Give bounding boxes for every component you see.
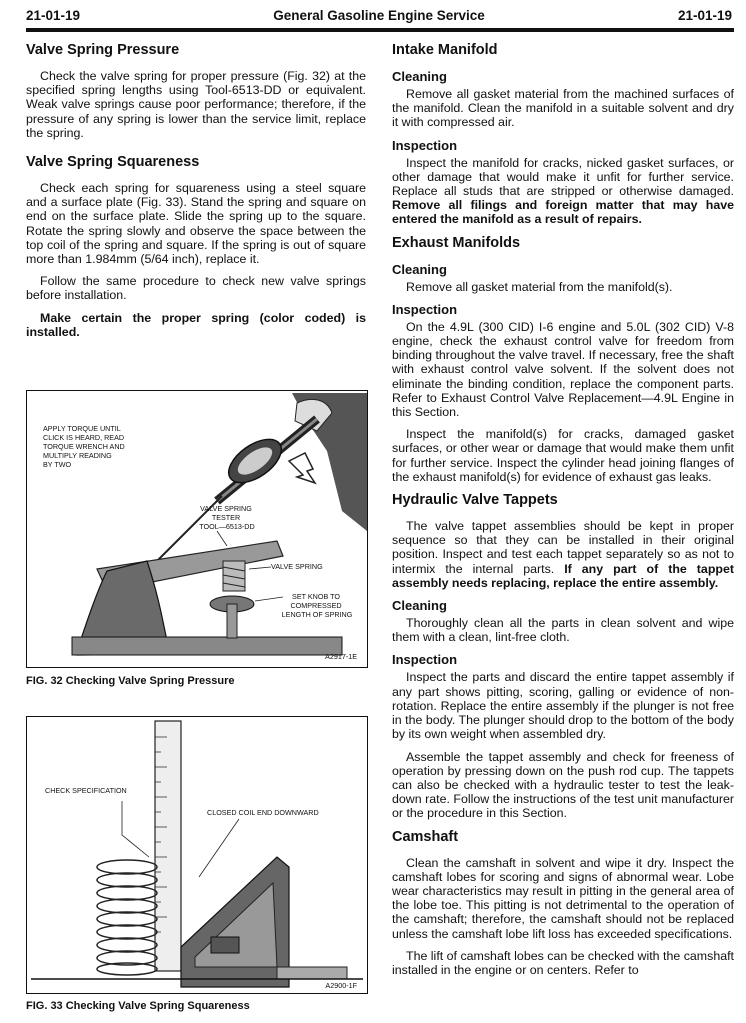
- paragraph: Inspect the parts and discard the entire tappet assembly if any part shows pitting, scoring, galling or evidence of non-rotation. Replace the entire assembly if the plunger is not free in the body. The plunger should drop to the bottom of the body by its own weight when assembled dry.: [392, 670, 734, 742]
- paragraph: Inspect the manifold for cracks, nicked gasket surfaces, or other damage that would make it unfit for further service. Replace all studs that are stripped or otherwise damaged. Remove all filings and foreign matter that may have entered the manifold as a result of repairs.: [392, 155, 734, 227]
- figure-33: [26, 716, 368, 994]
- subsection-title: Cleaning: [392, 261, 447, 277]
- label-check-specification: CHECK SPECIFICATION: [45, 786, 127, 795]
- bold-text: If any part of the tappet assembly needs replacing, replace the entire assembly.: [392, 561, 734, 590]
- paragraph: Remove all gasket material from the machined surfaces of the manifold. Clean the manifold in a suitable solvent and dry it with compressed air.: [392, 87, 734, 130]
- subsection-title: Inspection: [392, 301, 458, 317]
- label-set-knob: SET KNOB TO COMPRESSED LENGTH OF SPRING: [281, 592, 353, 619]
- paragraph: Remove all gasket material from the manifold(s).: [406, 279, 673, 294]
- label-valve-spring: VALVE SPRING: [271, 562, 323, 571]
- paragraph: The valve tappet assemblies should be kept in proper sequence so that they can be installed in their original position. Inspect and test each tappet separately so as not to intermix the internal parts. If any part of the tappet assembly needs replacing, replace the entire assembly.: [392, 519, 734, 590]
- label-tester: VALVE SPRING TESTER TOOL—6513-DD: [199, 504, 255, 531]
- label-apply-torque: APPLY TORQUE UNTIL CLICK IS HEARD, READ TORQUE WRENCH AND MULTIPLY READING BY TWO: [43, 424, 125, 469]
- figure-33-caption: FIG. 33 Checking Valve Spring Squareness: [26, 1000, 250, 1012]
- bold-text: Remove all filings and foreign matter that may have entered the manifold as a result of repairs.: [392, 198, 734, 227]
- page-number-right: 21-01-19: [677, 8, 732, 23]
- paragraph: Thoroughly clean all the parts in clean solvent and wipe them with a clean, lint-free cloth.: [392, 616, 734, 645]
- subsection-title: Cleaning: [392, 69, 447, 84]
- paragraph: Check each spring for squareness using a steel square and a surface plate (Fig. 33). Stand the spring and square on end on the surface plate. Slide the spring up to the square. Rotate the spring slowly and observe the space between the top coil of the spring and square. If the spring is out of square more than 1.984mm (5/64 inch), replace it.: [26, 181, 366, 267]
- note-paragraph: Make certain the proper spring (color coded) is installed.: [26, 310, 366, 339]
- page-number-left: 21-01-19: [26, 8, 81, 23]
- figure-code: A2900-1F: [325, 981, 357, 990]
- section-title-valve-spring-squareness: Valve Spring Squareness: [26, 154, 200, 171]
- subsection-title: Cleaning: [392, 598, 447, 614]
- paragraph: The lift of camshaft lobes can be checked with the camshaft installed in the engine or on centers. Refer to: [392, 948, 734, 977]
- section-title-intake-manifold: Intake Manifold: [392, 42, 498, 58]
- page-header-title: General Gasoline Engine Service: [273, 8, 485, 23]
- section-title-hydraulic-valve-tappets: Hydraulic Valve Tappets: [392, 492, 558, 509]
- valve-spring-illustration: [223, 561, 245, 591]
- arrow-down-icon: [289, 453, 315, 483]
- paragraph: Assemble the tappet assembly and check for freeness of operation by pressing down on the push rod cup. The tappets can also be checked with a hydraulic tester to test the leak-down rate. Follow the instructions of the test unit manufacturer or the procedure in this Section.: [392, 749, 734, 821]
- paragraph: Inspect the manifold(s) for cracks, damaged gasket surfaces, or other wear or damage that would make them unfit for further service. Inspect the cylinder head joining flanges of the exhaust manifold(s) for evidence of exhaust gas leaks.: [392, 427, 734, 484]
- figure-33-illustration: [27, 717, 367, 993]
- figure-code: A2917-1E: [325, 652, 357, 661]
- figure-32-caption: FIG. 32 Checking Valve Spring Pressure: [26, 675, 235, 687]
- label-closed-coil: CLOSED COIL END DOWNWARD: [207, 808, 319, 817]
- paragraph: On the 4.9L (300 CID) I-6 engine and 5.0L (302 CID) V-8 engine, check the exhaust control valve for freedom from binding throughout the valve travel. If necessary, free the shaft with exhaust control valve solvent. If the solvent does not eliminate the binding condition, replace the component parts. Refer to Exhaust Control Valve Replacement—4.9L Engine in this Section.: [392, 319, 734, 420]
- paragraph: Clean the camshaft in solvent and wipe it dry. Inspect the camshaft lobes for scoring and signs of abnormal wear. Lobe wear characteristics may result in pitting in the general area of the lobe toe. This pitting is not detrimental to the operation of the camshaft; therefore, the camshaft should not be replaced unless the camshaft lobe lift loss has exceeded specifications.: [392, 855, 734, 941]
- steel-square-rule: [155, 721, 181, 971]
- header-rule: [26, 28, 734, 32]
- section-title-valve-spring-pressure: Valve Spring Pressure: [26, 42, 180, 58]
- subsection-title: Inspection: [392, 137, 458, 153]
- page-header: [26, 8, 732, 28]
- paragraph: Check the valve spring for proper pressure (Fig. 32) at the specified spring lengths using Tool-6513-DD or equivalent. Weak valve springs cause poor performance; therefore, if the pressure of any spring is lower than the service limit, replace the spring.: [26, 69, 366, 140]
- left-column: [26, 42, 366, 347]
- paragraph: Follow the same procedure to check new valve springs before installation.: [26, 274, 366, 303]
- section-title-exhaust-manifolds: Exhaust Manifolds: [392, 234, 521, 251]
- subsection-title: Inspection: [392, 652, 458, 668]
- figure-32-illustration: [27, 391, 367, 667]
- figure-32: [26, 390, 368, 668]
- coil-spring: [97, 860, 157, 975]
- section-title-camshaft: Camshaft: [392, 828, 459, 845]
- right-column: [392, 42, 734, 985]
